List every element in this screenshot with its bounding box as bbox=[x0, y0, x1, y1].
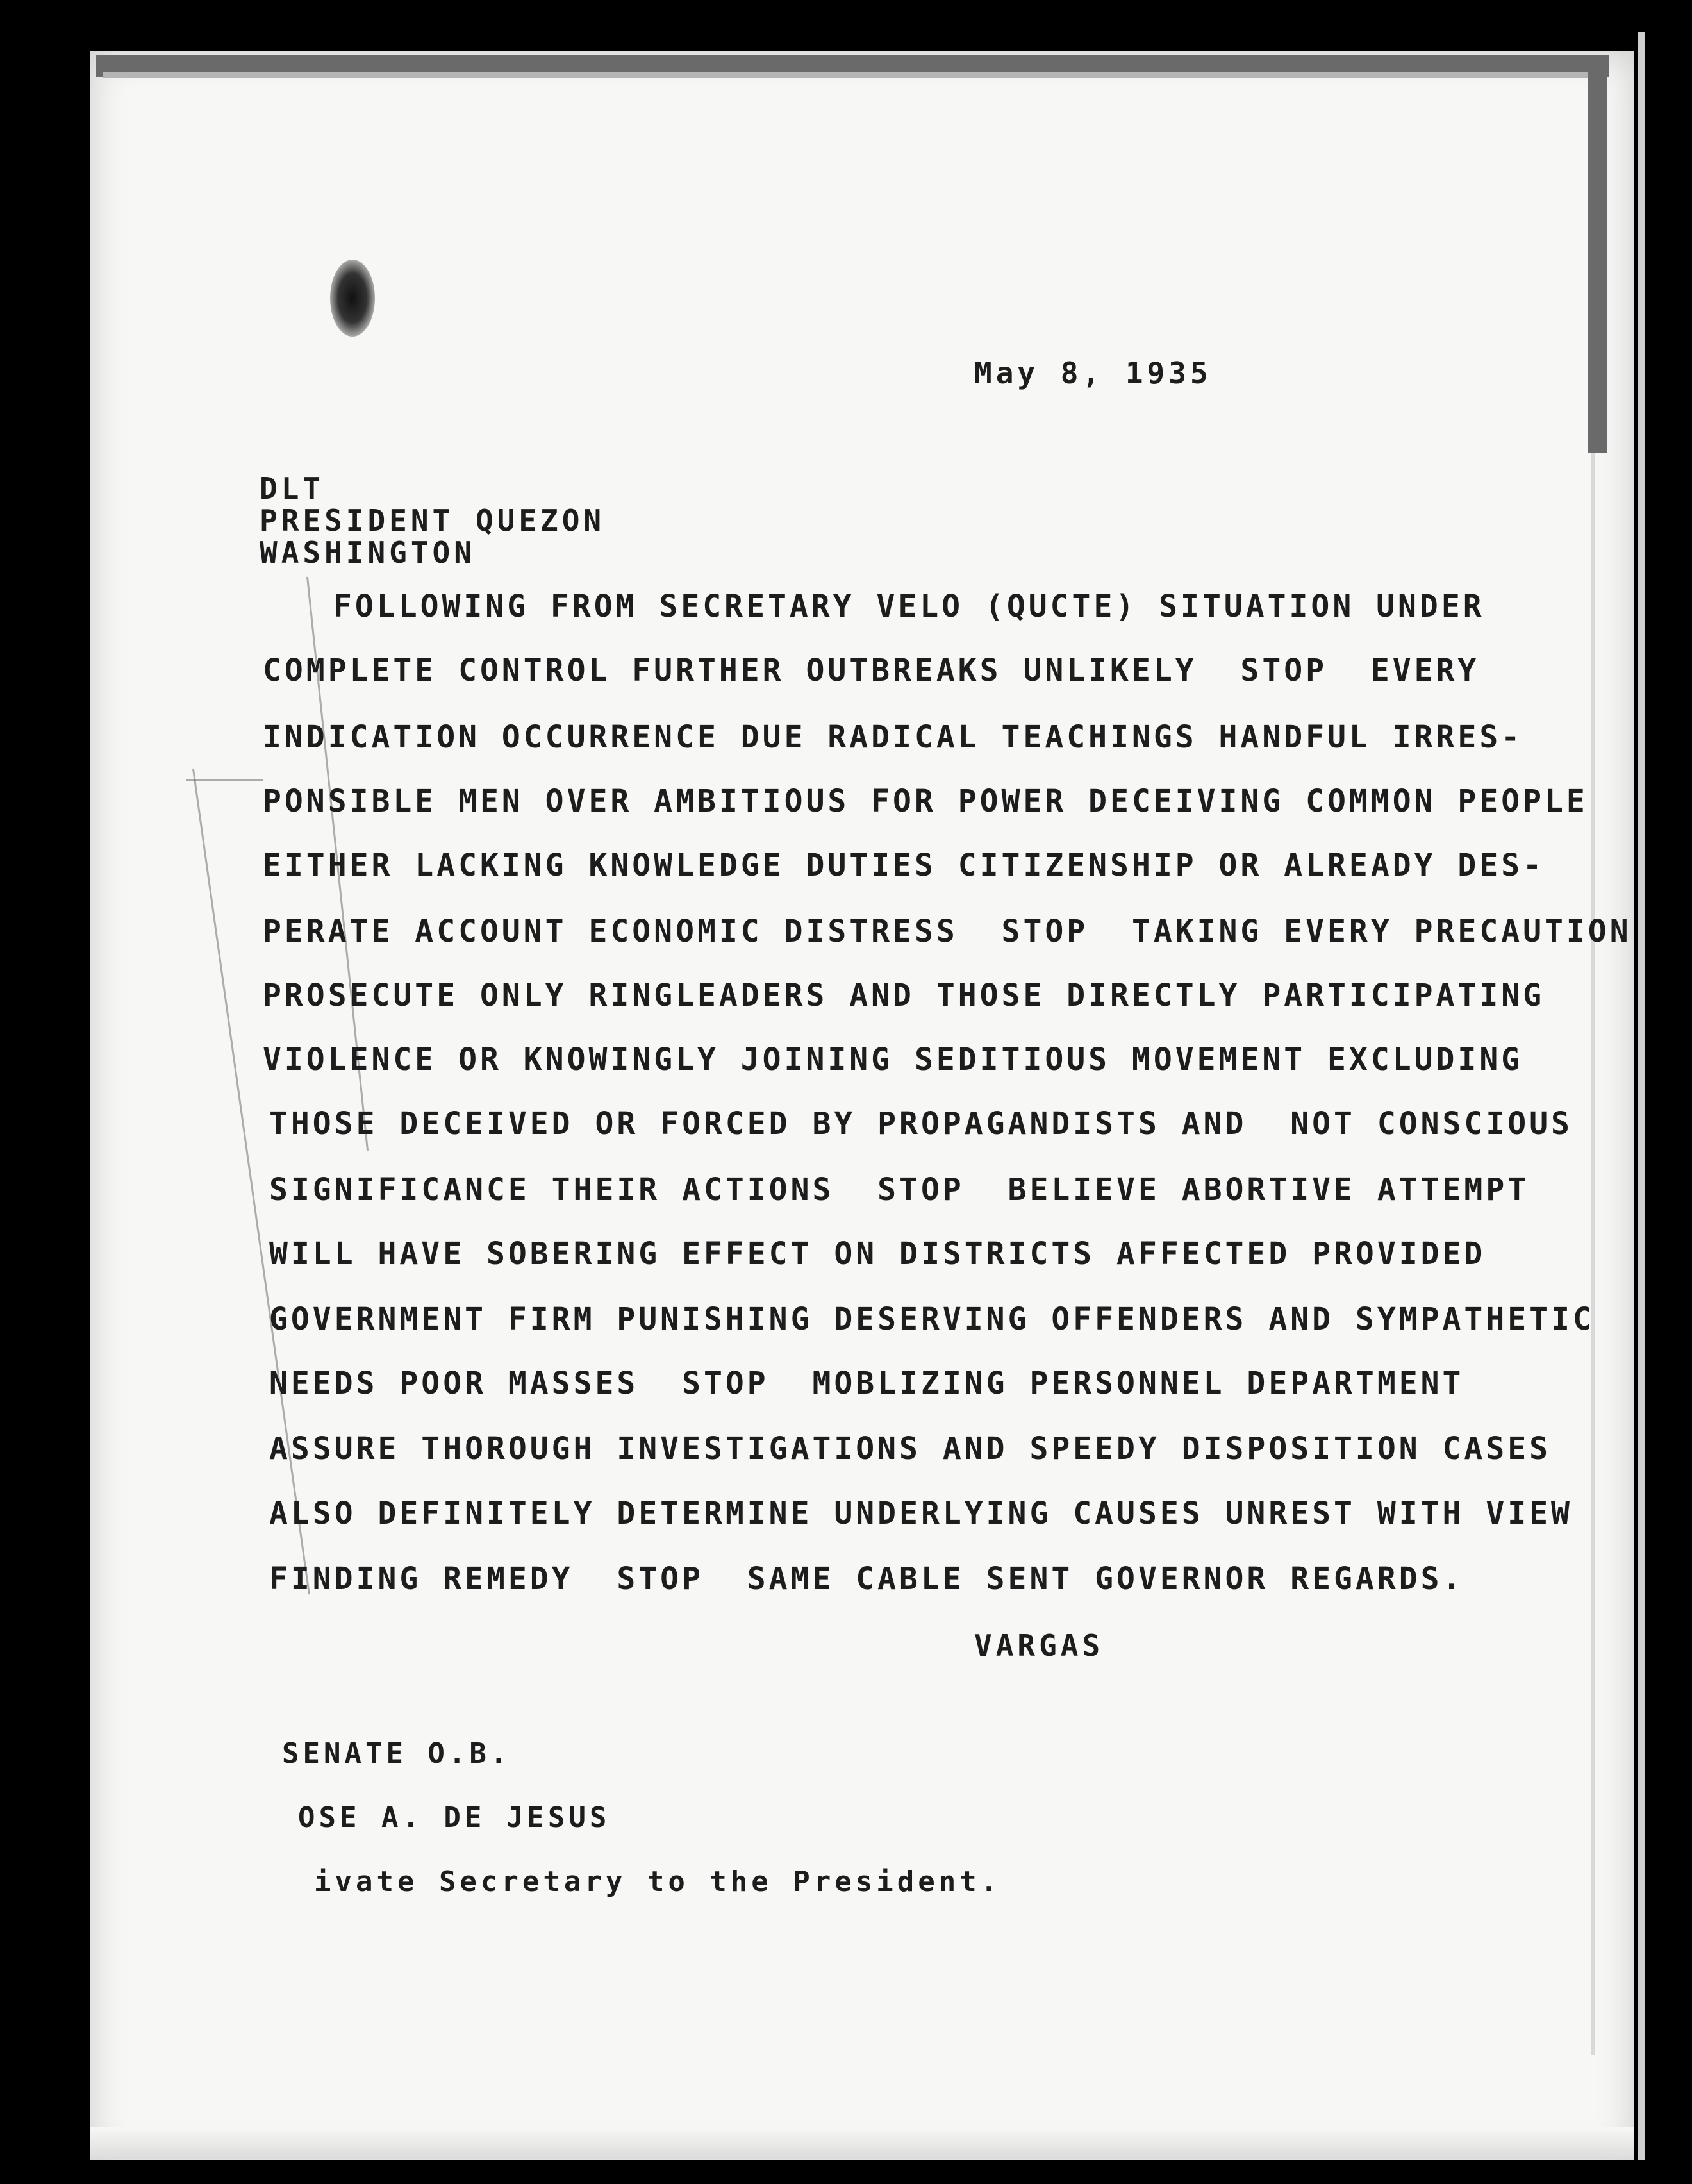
body-line: PERATE ACCOUNT ECONOMIC DISTRESS STOP TAKING EVERY PRECAUTION bbox=[263, 913, 1632, 949]
body-line: INDICATION OCCURRENCE DUE RADICAL TEACHINGS HANDFUL IRRES- bbox=[263, 719, 1523, 755]
body-line: THOSE DECEIVED OR FORCED BY PROPAGANDISTS AND NOT CONSCIOUS bbox=[269, 1106, 1573, 1142]
address-line-2: PRESIDENT QUEZON bbox=[260, 503, 606, 538]
footer-line: OSE A. DE JESUS bbox=[298, 1801, 611, 1834]
body-line: ALSO DEFINITELY DETERMINE UNDERLYING CAUSES UNREST WITH VIEW bbox=[269, 1496, 1573, 1531]
body-line: SIGNIFICANCE THEIR ACTIONS STOP BELIEVE ABORTIVE ATTEMPT bbox=[269, 1172, 1530, 1208]
letter-date: May 8, 1935 bbox=[974, 356, 1212, 390]
address-line-1: DLT bbox=[260, 471, 325, 506]
address-line-3: WASHINGTON bbox=[260, 535, 476, 570]
paper-top-edge-inner bbox=[103, 72, 1596, 78]
body-line: GOVERNMENT FIRM PUNISHING DESERVING OFFENDERS AND SYMPATHETIC bbox=[269, 1301, 1595, 1337]
body-line: COMPLETE CONTROL FURTHER OUTBREAKS UNLIKELY STOP EVERY bbox=[263, 653, 1480, 688]
signature: VARGAS bbox=[974, 1628, 1104, 1663]
body-line: NEEDS POOR MASSES STOP MOBLIZING PERSONNEL DEPARTMENT bbox=[269, 1365, 1464, 1401]
paper-bottom-shadow bbox=[90, 2127, 1634, 2159]
footer-line: SENATE O.B. bbox=[282, 1737, 511, 1770]
ink-blot bbox=[330, 260, 375, 337]
body-line: FOLLOWING FROM SECRETARY VELO (QUCTE) SITUATION UNDER bbox=[333, 588, 1485, 624]
footer-line: ivate Secretary to the President. bbox=[314, 1865, 1002, 1898]
pencil-mark bbox=[186, 779, 263, 781]
body-line: WILL HAVE SOBERING EFFECT ON DISTRICTS AFFECTED PROVIDED bbox=[269, 1236, 1486, 1272]
body-line: PONSIBLE MEN OVER AMBITIOUS FOR POWER DECEIVING COMMON PEOPLE bbox=[263, 783, 1588, 819]
body-line: ASSURE THOROUGH INVESTIGATIONS AND SPEEDY DISPOSITION CASES bbox=[269, 1431, 1552, 1467]
paper-right-edge bbox=[1588, 55, 1607, 453]
body-line: PROSECUTE ONLY RINGLEADERS AND THOSE DIRECTLY PARTICIPATING bbox=[263, 978, 1545, 1013]
paper-right-edge-lower bbox=[1591, 453, 1595, 2055]
body-line: EITHER LACKING KNOWLEDGE DUTIES CITIZENSHIP OR ALREADY DES- bbox=[263, 847, 1545, 883]
frame-strip bbox=[1638, 32, 1645, 2160]
body-line: VIOLENCE OR KNOWINGLY JOINING SEDITIOUS MOVEMENT EXCLUDING bbox=[263, 1042, 1523, 1078]
body-line: FINDING REMEDY STOP SAME CABLE SENT GOVERNOR REGARDS. bbox=[269, 1561, 1464, 1597]
